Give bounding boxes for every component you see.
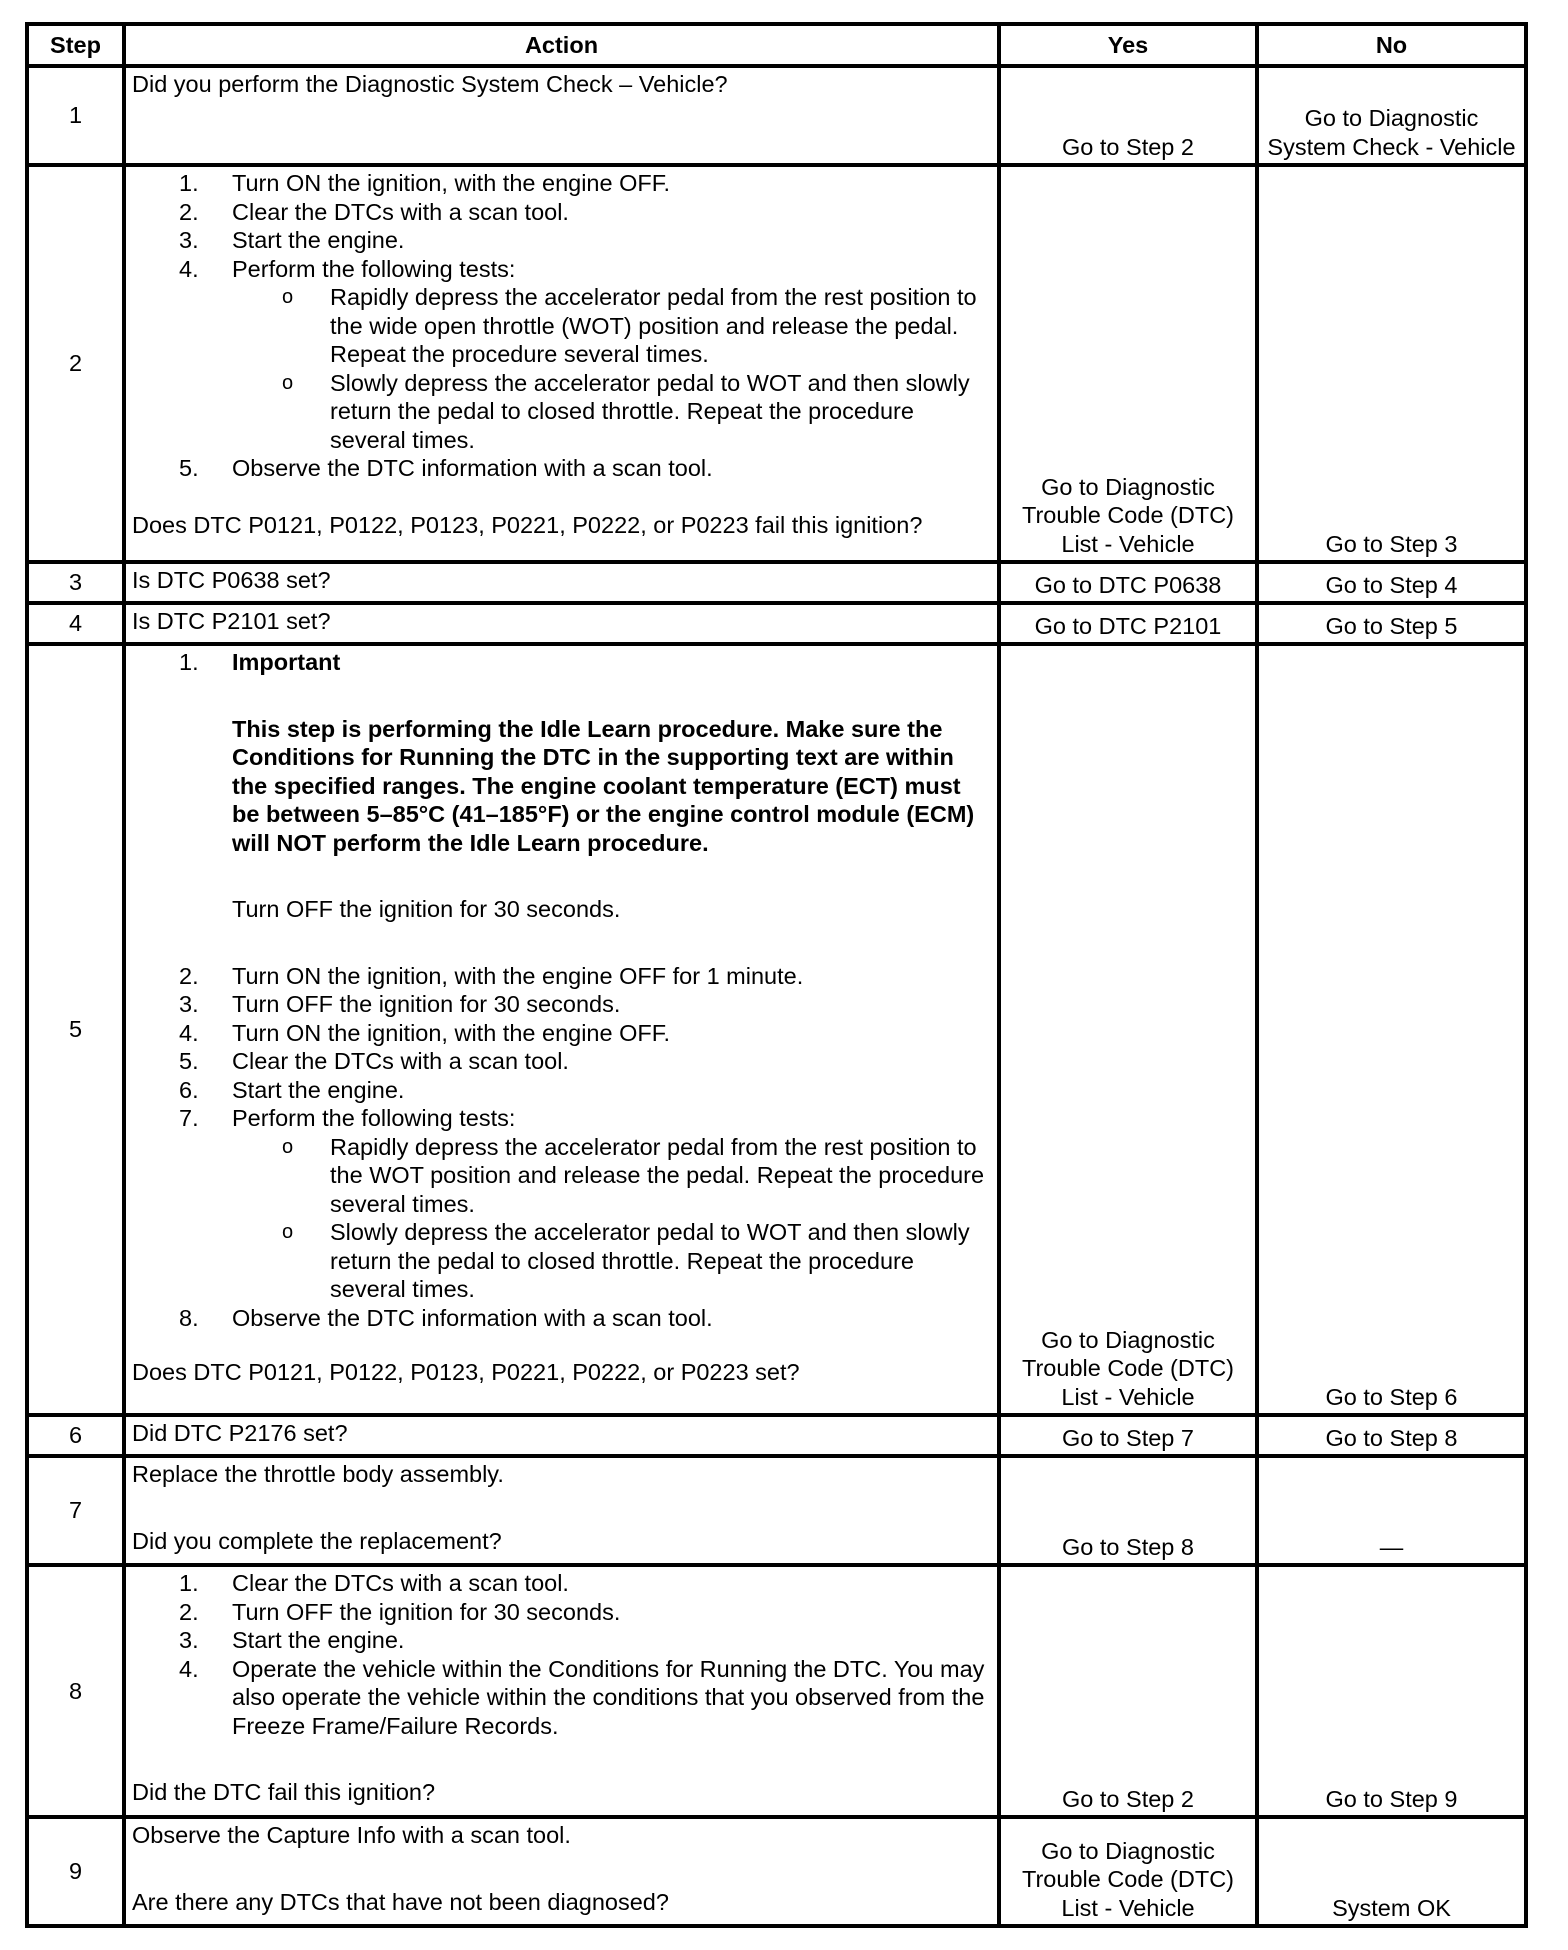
action-cell: Is DTC P2101 set?: [124, 603, 999, 644]
sub-list-item: o Slowly depress the accelerator pedal to WOT and then slowly return the pedal to closed throttle. Repeat the procedure several times.: [282, 1219, 970, 1302]
yes-cell: Go to Diagnostic Trouble Code (DTC) List - Vehicle: [999, 1817, 1257, 1926]
sub-list-item: o Slowly depress the accelerator pedal to WOT and then slowly return the pedal to closed throttle. Repeat the procedure several times.: [282, 369, 970, 453]
list-item: 7. Perform the following tests:: [179, 1105, 516, 1131]
list-item-text: Turn OFF the ignition for 30 seconds.: [232, 896, 621, 922]
header-action: Action: [124, 24, 999, 66]
action-cell: Is DTC P0638 set?: [124, 562, 999, 603]
action-question: Are there any DTCs that have not been diagnosed?: [132, 1888, 669, 1915]
table-row: [27, 644, 1526, 1415]
yes-cell: Go to Step 8: [999, 1456, 1257, 1565]
action-cell: [124, 1817, 999, 1926]
yes-cell: Go to DTC P0638: [999, 562, 1257, 603]
table-row: [27, 66, 1526, 165]
yes-cell: Go to Diagnostic Trouble Code (DTC) List - Vehicle: [999, 644, 1257, 1415]
bullet-icon: o: [282, 286, 294, 308]
table-row: [27, 1415, 1526, 1456]
procedure-list: [132, 1569, 991, 1740]
no-cell: Go to Step 3: [1257, 165, 1526, 562]
list-item: 5. Observe the DTC information with a scan tool.: [179, 455, 713, 481]
list-item: 5. Clear the DTCs with a scan tool.: [179, 1048, 569, 1074]
yes-cell: Go to Step 2: [999, 1565, 1257, 1817]
yes-cell: Go to DTC P2101: [999, 603, 1257, 644]
no-cell: Go to Diagnostic System Check - Vehicle: [1257, 66, 1526, 165]
action-cell: [124, 66, 999, 165]
list-item: 4. Turn ON the ignition, with the engine OFF.: [179, 1019, 671, 1046]
bullet-icon: o: [282, 371, 294, 394]
header-row: [27, 24, 1526, 66]
list-item: 4. Perform the following tests:: [179, 255, 516, 282]
table-row: [27, 1456, 1526, 1565]
no-cell: System OK: [1257, 1817, 1526, 1926]
table-row: [27, 1565, 1526, 1817]
no-cell: Go to Step 4: [1257, 562, 1526, 603]
list-item: 3. Start the engine.: [179, 227, 405, 253]
bullet-icon: o: [282, 1135, 294, 1158]
action-cell: [124, 1456, 999, 1565]
action-question: Does DTC P0121, P0122, P0123, P0221, P0222, or P0223 set?: [132, 1359, 800, 1385]
step-number: 9: [27, 1817, 124, 1926]
list-item: 2. Clear the DTCs with a scan tool.: [179, 198, 569, 225]
list-item: 1. Clear the DTCs with a scan tool.: [179, 1570, 569, 1596]
sub-list-item: o Rapidly depress the accelerator pedal from the rest position to the WOT position and release the pedal. Repeat the procedure several times.: [282, 1133, 985, 1217]
no-cell: Go to Step 8: [1257, 1415, 1526, 1456]
step-number: 3: [27, 562, 124, 603]
no-cell: Go to Step 5: [1257, 603, 1526, 644]
action-text: Observe the Capture Info with a scan tool.: [132, 1822, 571, 1848]
action-text: Replace the throttle body assembly.: [132, 1461, 504, 1487]
list-item: 3. Start the engine.: [179, 1627, 405, 1653]
action-cell: [124, 1565, 999, 1817]
list-item: 1. Turn ON the ignition, with the engine OFF.: [179, 170, 671, 196]
table-row: [27, 165, 1526, 562]
step-number: 8: [27, 1565, 124, 1817]
bullet-icon: o: [282, 1221, 294, 1243]
table-row: [27, 1817, 1526, 1926]
important-note-title: 1. Important: [179, 649, 341, 675]
step-number: 5: [27, 644, 124, 1415]
list-item: 6. Start the engine.: [179, 1076, 405, 1103]
procedure-list: [132, 648, 991, 1332]
action-cell: [124, 644, 999, 1415]
action-question: Did you perform the Diagnostic System Check – Vehicle?: [132, 71, 728, 97]
step-number: 6: [27, 1415, 124, 1456]
list-item: 4. Operate the vehicle within the Conditions for Running the DTC. You may also operate the vehicle within the conditions that you observed from the Freeze Frame/Failure Records.: [179, 1655, 985, 1739]
header-step: Step: [27, 24, 124, 66]
important-note-text: This step is performing the Idle Learn procedure. Make sure the Conditions for Running the DTC in the supporting text are within the specified ranges. The engine coolant temperature (ECT) must be between 5–85°C (41–185°F) or the engine control module (ECM) will NOT perform the Idle Learn procedure.: [232, 715, 975, 856]
step-number: 4: [27, 603, 124, 644]
yes-cell: Go to Step 7: [999, 1415, 1257, 1456]
list-item: 8. Observe the DTC information with a scan tool.: [179, 1304, 713, 1331]
action-question: Did the DTC fail this ignition?: [132, 1779, 436, 1805]
action-cell: [124, 165, 999, 562]
list-item: 2. Turn OFF the ignition for 30 seconds.: [179, 1598, 621, 1625]
header-no: No: [1257, 24, 1526, 66]
yes-cell: Go to Diagnostic Trouble Code (DTC) List - Vehicle: [999, 165, 1257, 562]
step-number: 1: [27, 66, 124, 165]
list-item: 2. Turn ON the ignition, with the engine OFF for 1 minute.: [179, 962, 804, 989]
list-item: 3. Turn OFF the ignition for 30 seconds.: [179, 991, 621, 1017]
diagnostic-table: [25, 22, 1528, 1928]
procedure-list: [132, 169, 991, 483]
no-cell: Go to Step 6: [1257, 644, 1526, 1415]
step-number: 7: [27, 1456, 124, 1565]
yes-cell: Go to Step 2: [999, 66, 1257, 165]
step-number: 2: [27, 165, 124, 562]
header-yes: Yes: [999, 24, 1257, 66]
table-row: [27, 562, 1526, 603]
table-row: [27, 603, 1526, 644]
no-cell: Go to Step 9: [1257, 1565, 1526, 1817]
no-cell: —: [1257, 1456, 1526, 1565]
action-question: Does DTC P0121, P0122, P0123, P0221, P0222, or P0223 fail this ignition?: [132, 511, 923, 538]
sub-list-item: o Rapidly depress the accelerator pedal from the rest position to the wide open throttle (WOT) position and release the pedal. Repeat the procedure several times.: [282, 284, 977, 367]
action-cell: Did DTC P2176 set?: [124, 1415, 999, 1456]
action-question: Did you complete the replacement?: [132, 1527, 502, 1554]
